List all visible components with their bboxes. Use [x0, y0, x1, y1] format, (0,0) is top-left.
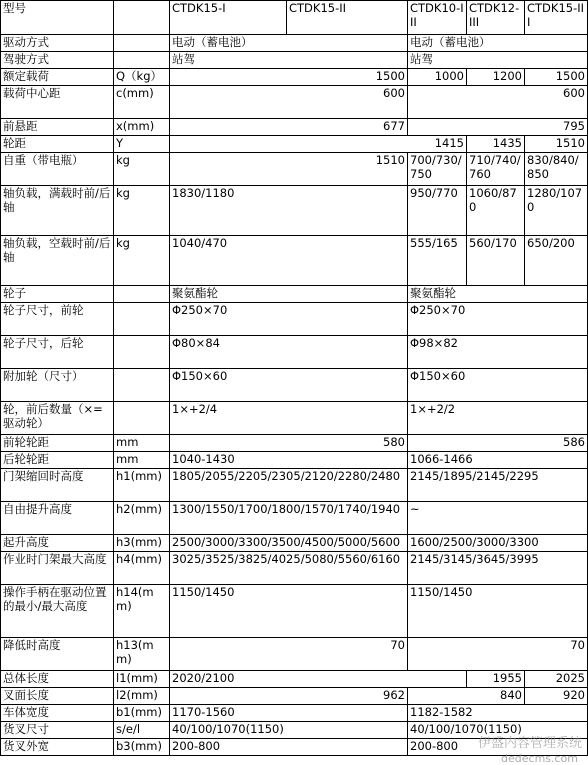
table-row: [1, 119, 588, 136]
row-label: 前悬距: [1, 119, 114, 136]
table-row: [1, 638, 588, 671]
table-row: [1, 452, 588, 469]
row-unit: mm: [114, 452, 170, 469]
header-label: 型号: [1, 1, 114, 35]
row-label: 货叉尺寸: [1, 722, 114, 739]
row-label: 货叉外宽: [1, 739, 114, 756]
header-model-5: CTDK15-III: [525, 1, 588, 35]
row-label: 自重（带电瓶）: [1, 153, 114, 186]
row-label: 轴负载，空载时前/后轴: [1, 236, 114, 286]
group1-value: 1500: [170, 69, 408, 86]
group2-value: 1600/2500/3000/3300: [408, 535, 588, 552]
group1-value: 电动（蓄电池）: [170, 35, 408, 52]
ctdk10-value: 555/165: [408, 236, 467, 286]
row-unit: h3(mm): [114, 535, 170, 552]
group1-value: 1415: [170, 136, 467, 153]
ctdk10-value: 700/730/750: [408, 153, 467, 186]
group2-value: 2145/3145/3645/3995: [408, 552, 588, 585]
group2-value: Φ250×70: [408, 303, 588, 336]
group1-value: 200-800: [170, 739, 408, 756]
row-unit: b1(mm): [114, 705, 170, 722]
ctdk12-value: 1060/870: [467, 186, 525, 236]
table-row: [1, 688, 588, 705]
group1-value: 1150/1450: [170, 585, 408, 638]
group2-value: 1150/1450: [408, 585, 588, 638]
row-unit: c(mm): [114, 86, 170, 119]
row-unit: l1(mm): [114, 671, 170, 688]
group1-value: 1805/2055/2205/2305/2120/2280/2480: [170, 469, 408, 502]
table-row: [1, 86, 588, 119]
row-unit: kg: [114, 186, 170, 236]
table-row: [1, 69, 588, 86]
group1-value: 40/100/1070(1150): [170, 722, 408, 739]
row-unit: [114, 336, 170, 369]
row-unit: [114, 402, 170, 435]
row-unit: [114, 303, 170, 336]
row-label: 驱动方式: [1, 35, 114, 52]
header-row: [1, 1, 588, 35]
ctdk12-value: 1435: [467, 136, 525, 153]
table-row: [1, 35, 588, 52]
row-label: 后轮轮距: [1, 452, 114, 469]
group1-value: Φ150×60: [170, 369, 408, 402]
table-row: [1, 236, 588, 286]
group1-value: 1510: [170, 153, 408, 186]
table-row: [1, 502, 588, 535]
row-unit: h4(mm): [114, 552, 170, 585]
header-model-3: CTDK10-III: [408, 1, 467, 35]
ctdk15-value: 1280/1070: [525, 186, 588, 236]
row-label: 自由提升高度: [1, 502, 114, 535]
ctdk10-value: 950/770: [408, 186, 467, 236]
row-unit: [114, 52, 170, 69]
table-row: [1, 585, 588, 638]
group1-value: 600: [170, 86, 408, 119]
row-unit: [114, 35, 170, 52]
group1-value: 962: [170, 688, 408, 705]
ctdk15-value: 830/840/850: [525, 153, 588, 186]
group2-value: 200-800: [408, 739, 588, 756]
row-label: 车体宽度: [1, 705, 114, 722]
watermark-url: dedecms.com: [501, 752, 578, 765]
row-label: 轮子尺寸，后轮: [1, 336, 114, 369]
row-unit: Q（kg）: [114, 69, 170, 86]
group1-value: 聚氨酯轮: [170, 286, 408, 303]
row-label: 轮，前后数量（×=驱动轮）: [1, 402, 114, 435]
row-unit: b3(mm): [114, 739, 170, 756]
row-label: 驾驶方式: [1, 52, 114, 69]
ctdk12-value: 840: [408, 688, 525, 705]
ctdk12-value: 1955: [467, 671, 525, 688]
group2-value: 1×+2/2: [408, 402, 588, 435]
group1-value: 3025/3525/3825/4025/5080/5560/6160: [170, 552, 408, 585]
row-label: 降低时高度: [1, 638, 114, 671]
row-label: 总体长度: [1, 671, 114, 688]
group2-value: 70: [408, 638, 588, 671]
row-unit: Y: [114, 136, 170, 153]
row-label: 轮子尺寸，前轮: [1, 303, 114, 336]
ctdk12-value: 1200: [467, 69, 525, 86]
table-row: [1, 369, 588, 402]
group1-value: 1×+2/4: [170, 402, 408, 435]
table-row: [1, 286, 588, 303]
row-label: 前轮轮距: [1, 435, 114, 452]
group2-value: 1182-1582: [408, 705, 588, 722]
row-unit: [114, 286, 170, 303]
group1-value: 70: [170, 638, 408, 671]
group2-value: Φ98×82: [408, 336, 588, 369]
row-label: 轮距: [1, 136, 114, 153]
row-label: 轮子: [1, 286, 114, 303]
ctdk15-value: 650/200: [525, 236, 588, 286]
ctdk12-value: 710/740/760: [467, 153, 525, 186]
group2-value: 600: [408, 86, 588, 119]
row-unit: h2(mm): [114, 502, 170, 535]
row-unit: h14(mm): [114, 585, 170, 638]
ctdk10-value: 1000: [408, 69, 467, 86]
header-unit: [114, 1, 170, 35]
watermark-text: 伊盛内容管理系统: [477, 736, 582, 751]
group1-value: 1170-1560: [170, 705, 408, 722]
row-unit: kg: [114, 153, 170, 186]
group2-value: 1066-1466: [408, 452, 588, 469]
row-unit: [114, 369, 170, 402]
row-label: 操作手柄在驱动位置的最小/最大高度: [1, 585, 114, 638]
table-row: [1, 469, 588, 502]
row-unit: x(mm): [114, 119, 170, 136]
group2-value: 40/100/1070(1150): [408, 722, 588, 739]
group1-value: 1300/1550/1700/1800/1570/1740/1940: [170, 502, 408, 535]
ctdk15-value: 2025: [525, 671, 588, 688]
group1-value: 2500/3000/3300/3500/4500/5000/5600: [170, 535, 408, 552]
group1-value: 2020/2100: [170, 671, 467, 688]
row-unit: s/e/l: [114, 722, 170, 739]
row-unit: mm: [114, 435, 170, 452]
row-unit: kg: [114, 236, 170, 286]
table-row: [1, 435, 588, 452]
group1-value: 1040/470: [170, 236, 408, 286]
ctdk15-value: 1500: [525, 69, 588, 86]
row-label: 起升高度: [1, 535, 114, 552]
table-row: [1, 336, 588, 369]
row-unit: h1(mm): [114, 469, 170, 502]
group1-value: 站驾: [170, 52, 408, 69]
table-row: [1, 552, 588, 585]
header-model-2: CTDK15-II: [287, 1, 408, 35]
group2-value: 站驾: [408, 52, 588, 69]
ctdk15-value: 920: [525, 688, 588, 705]
row-label: 轴负载，满载时前/后轴: [1, 186, 114, 236]
row-label: 作业时门架最大高度: [1, 552, 114, 585]
table-row: [1, 402, 588, 435]
ctdk12-value: 560/170: [467, 236, 525, 286]
group1-value: 580: [170, 435, 408, 452]
row-label: 叉面长度: [1, 688, 114, 705]
ctdk15-value: 1510: [525, 136, 588, 153]
row-unit: l2(mm): [114, 688, 170, 705]
table-row: [1, 705, 588, 722]
table-row: [1, 52, 588, 69]
group2-value: 电动（蓄电池）: [408, 35, 588, 52]
row-unit: h13(mm): [114, 638, 170, 671]
group2-value: 586: [408, 435, 588, 452]
table-row: [1, 153, 588, 186]
header-model-1: CTDK15-I: [170, 1, 287, 35]
group1-value: 1830/1180: [170, 186, 408, 236]
table-row: [1, 535, 588, 552]
table-row: [1, 303, 588, 336]
group2-value: 795: [408, 119, 588, 136]
row-label: 载荷中心距: [1, 86, 114, 119]
group2-value: ~: [408, 502, 588, 535]
group1-value: Φ250×70: [170, 303, 408, 336]
row-label: 附加轮（尺寸）: [1, 369, 114, 402]
group2-value: 2145/1895/2145/2295: [408, 469, 588, 502]
table-row: [1, 671, 588, 688]
row-label: 门架缩回时高度: [1, 469, 114, 502]
group1-value: 1040-1430: [170, 452, 408, 469]
group1-value: 677: [170, 119, 408, 136]
table-row: [1, 136, 588, 153]
table-row: [1, 186, 588, 236]
header-model-4: CTDK12-III: [467, 1, 525, 35]
group2-value: Φ150×60: [408, 369, 588, 402]
group2-value: 聚氨酯轮: [408, 286, 588, 303]
group1-value: Φ80×84: [170, 336, 408, 369]
row-label: 额定载荷: [1, 69, 114, 86]
